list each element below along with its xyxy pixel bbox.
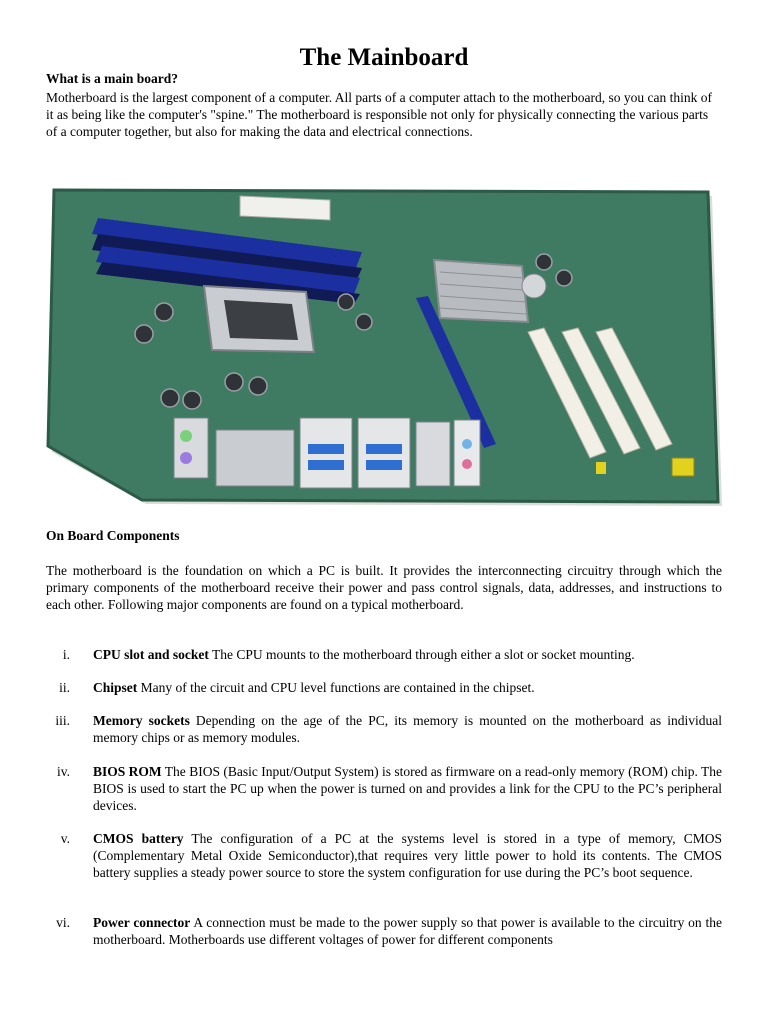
chipset-heatsink [434,260,528,322]
list-item-text: Depending on the age of the PC, its memory is mounted on the motherboard as individual memory chips or as memory modules. [93,713,722,745]
list-item [46,646,722,663]
list-item-term: Power connector [93,915,191,930]
front-panel-header [672,458,694,476]
list-item [46,830,722,881]
list-item-term: Memory sockets [93,713,190,728]
motherboard-image [44,182,726,514]
list-item-number: v. [60,831,70,846]
components-intro-paragraph: The motherboard is the foundation on which a PC is built. It provides the interconnecting circuitry through which the primary components of the motherboard receive their power and pass control signals, data, addresses, and instructions to each other. Following major components are found on a typical motherboard. [46,563,722,612]
list-item [46,679,722,696]
list-item-term: Chipset [93,680,138,695]
list-item-text: The BIOS (Basic Input/Output System) is stored as firmware on a read-only memory (ROM) chip. The BIOS is used to start the PC up when the power is turned on and provides a link for the CPU to the PC’s peripheral devices. [93,764,722,813]
power-connector [240,196,330,220]
cpu-socket [204,286,314,352]
list-item-number: vi. [56,915,70,930]
section-heading-what-is: What is a main board? [46,71,179,86]
list-item-number: iv. [57,764,70,779]
list-item [46,763,722,814]
list-item-text: A connection must be made to the power supply so that power is available to the circuitry on the motherboard. Motherboards use different voltages of power for different components [93,915,723,947]
motherboard-illustration [44,182,726,514]
list-item-number: ii. [59,680,70,695]
list-item-text: Many of the circuit and CPU level functions are contained in the chipset. [137,680,535,695]
list-item-number: iii. [55,713,70,728]
list-item-term: CPU slot and socket [93,647,209,662]
list-item-term: BIOS ROM [93,764,162,779]
page-title: The Mainboard [299,44,469,71]
list-item-number: i. [62,647,70,662]
list-item [46,712,722,746]
list-item [46,914,722,948]
list-item-text: The CPU mounts to the motherboard through either a slot or socket mounting. [208,647,635,662]
cmos-battery [522,274,546,298]
intro-paragraph: Motherboard is the largest component of a computer. All parts of a computer attach to the motherboard, so you can think of it as being like the computer's "spine." The motherboard is responsible not only for physically connecting the various parts of a computer together, but also for making the data and electrical connections. [46,90,712,139]
list-item-term: CMOS battery [93,831,184,846]
list-item-text: The configuration of a PC at the systems level is stored in a type of memory, CMOS (Complementary Metal Oxide Semiconductor),that requires very little power to hold its contents. The CMOS battery supplies a steady power source to store the system configuration for use during the PC’s boot sequence. [93,831,722,880]
section-heading-components: On Board Components [46,528,180,543]
